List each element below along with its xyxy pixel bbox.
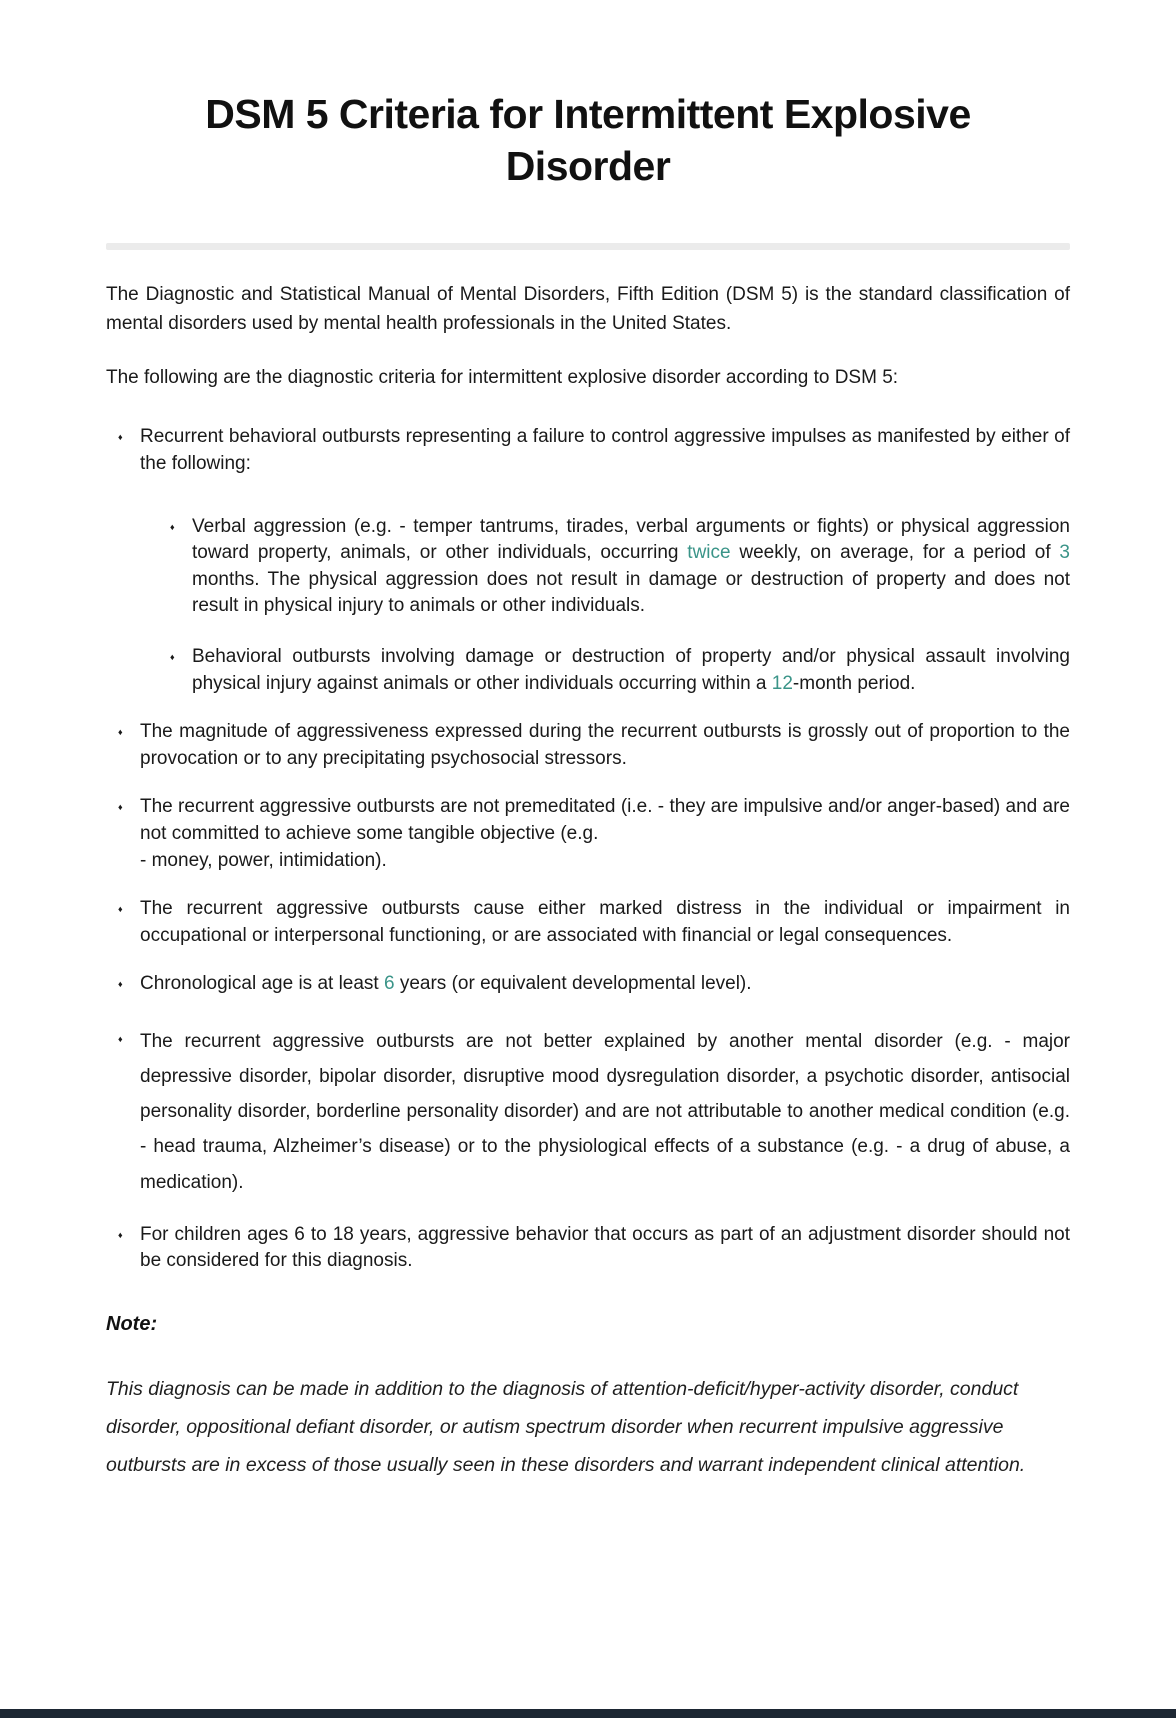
criterion-item [106,719,1070,772]
criterion-text [140,1222,1070,1275]
bullet-icon: ♦ [118,979,123,990]
criterion-text [140,719,1070,772]
criterion-text-segment: weekly, on average, for a period of [730,542,1060,564]
criterion-text-segment: The recurrent aggressive outbursts are not premeditated (i.e. - they are impulsive and/or anger-based) and are not committed to achieve some tangible objective (e.g. [140,796,1070,844]
criterion-text-segment: years (or equivalent developmental level). [394,973,752,995]
criterion-text [192,644,1070,697]
criterion-item [106,896,1070,949]
criterion-block [106,1024,1070,1200]
criterion-text-segment: The recurrent aggressive outbursts are not better explained by another mental disorder (e.g. - major depressive disorder, bipolar disorder, disruptive mood dysregulation disorder, a psychotic disorder, antisocial personality disorder, borderline personality disorder) and are not attributable to another medical condition (e.g. - head trauma, Alzheimer’s disease) or to the physiological effects of a substance (e.g. - a drug of abuse, a medication). [140,1030,1070,1193]
highlighted-value: twice [687,542,731,564]
bullet-icon: ♦ [170,652,175,663]
criteria-sublist [158,514,1070,698]
criterion-block [106,896,1070,949]
criterion-text [140,896,1070,949]
bullet-icon: ♦ [118,1229,123,1240]
criterion-block [106,719,1070,772]
criterion-text-segment: The magnitude of aggressiveness expressed during the recurrent outbursts is grossly out of proportion to the provocation or to any precipitating psychosocial stressors. [140,721,1070,769]
criterion-text-segment: - money, power, intimidation). [140,849,387,871]
criterion-text-segment: -month period. [792,672,916,694]
criterion-text [140,1024,1070,1200]
bullet-icon: ♦ [118,727,123,738]
page-bottom-bar [0,1709,1176,1718]
bullet-icon: ♦ [118,802,123,813]
criterion-item [106,1222,1070,1275]
criterion-item [106,424,1070,477]
criterion-text [140,424,1070,477]
criterion-item [106,971,1070,998]
criterion-text-segment: months. The physical aggression does not result in damage or destruction of property and does not result in physical injury to animals or other individuals. [192,568,1070,617]
criteria-list [106,424,1070,1274]
criterion-text-segment: Behavioral outbursts involving damage or destruction of property and/or physical assault involving physical injury against animals or other individuals occurring within a [192,646,1070,694]
bullet-icon: ♦ [118,1033,123,1044]
criterion-text-segment: The recurrent aggressive outbursts cause either marked distress in the individual or impairment in occupational or interpersonal functioning, or are associated with financial or legal consequences. [140,898,1070,946]
criterion-item [106,1024,1070,1200]
bullet-icon: ♦ [118,432,123,443]
note-body: This diagnosis can be made in addition to the diagnosis of attention-deficit/hyper-activity disorder, conduct disorder, oppositional defiant disorder, or autism spectrum disorder when recurrent impulsive aggressive outbursts are in excess of those usually seen in these disorders and warrant independent clinical attention. [106,1377,1026,1476]
horizontal-divider [106,243,1070,250]
bullet-icon: ♦ [170,521,175,532]
criterion-text [140,971,1070,998]
criterion-text-segment: Recurrent behavioral outbursts representing a failure to control aggressive impulses as manifested by either of the following: [140,426,1070,475]
criterion-text [192,514,1070,620]
criterion-block [106,424,1070,697]
criterion-block [106,794,1070,874]
criterion-text-segment: Chronological age is at least [140,973,384,995]
criterion-block [106,971,1070,998]
criterion-text-segment: For children ages 6 to 18 years, aggressive behavior that occurs as part of an adjustment disorder should not be considered for this diagnosis. [140,1223,1070,1272]
bullet-icon: ♦ [118,904,123,915]
criterion-subitem [158,644,1070,697]
highlighted-value: 3 [1059,542,1070,564]
criterion-subitem [158,514,1070,620]
criterion-block [106,1222,1070,1275]
criterion-item [106,794,1070,874]
document-page [0,88,1176,1543]
note-heading: Note: [106,1312,158,1335]
criterion-text [140,794,1070,874]
intro-paragraph-1: The Diagnostic and Statistical Manual of Mental Disorders, Fifth Edition (DSM 5) is the standard classification of mental disorders used by mental health professionals in the United States. [106,283,1070,335]
intro-paragraph-2: The following are the diagnostic criteria for intermittent explosive disorder according to DSM 5: [106,366,899,388]
criterion-text-segment: Verbal aggression (e.g. - temper tantrums, tirades, verbal arguments or fights) or physical aggression toward property, animals, or other individuals, occurring [192,515,1070,564]
highlighted-value: 6 [383,973,395,995]
page-title: DSM 5 Criteria for Intermittent Explosive Disorder [205,91,971,190]
highlighted-value: 12 [771,672,793,694]
